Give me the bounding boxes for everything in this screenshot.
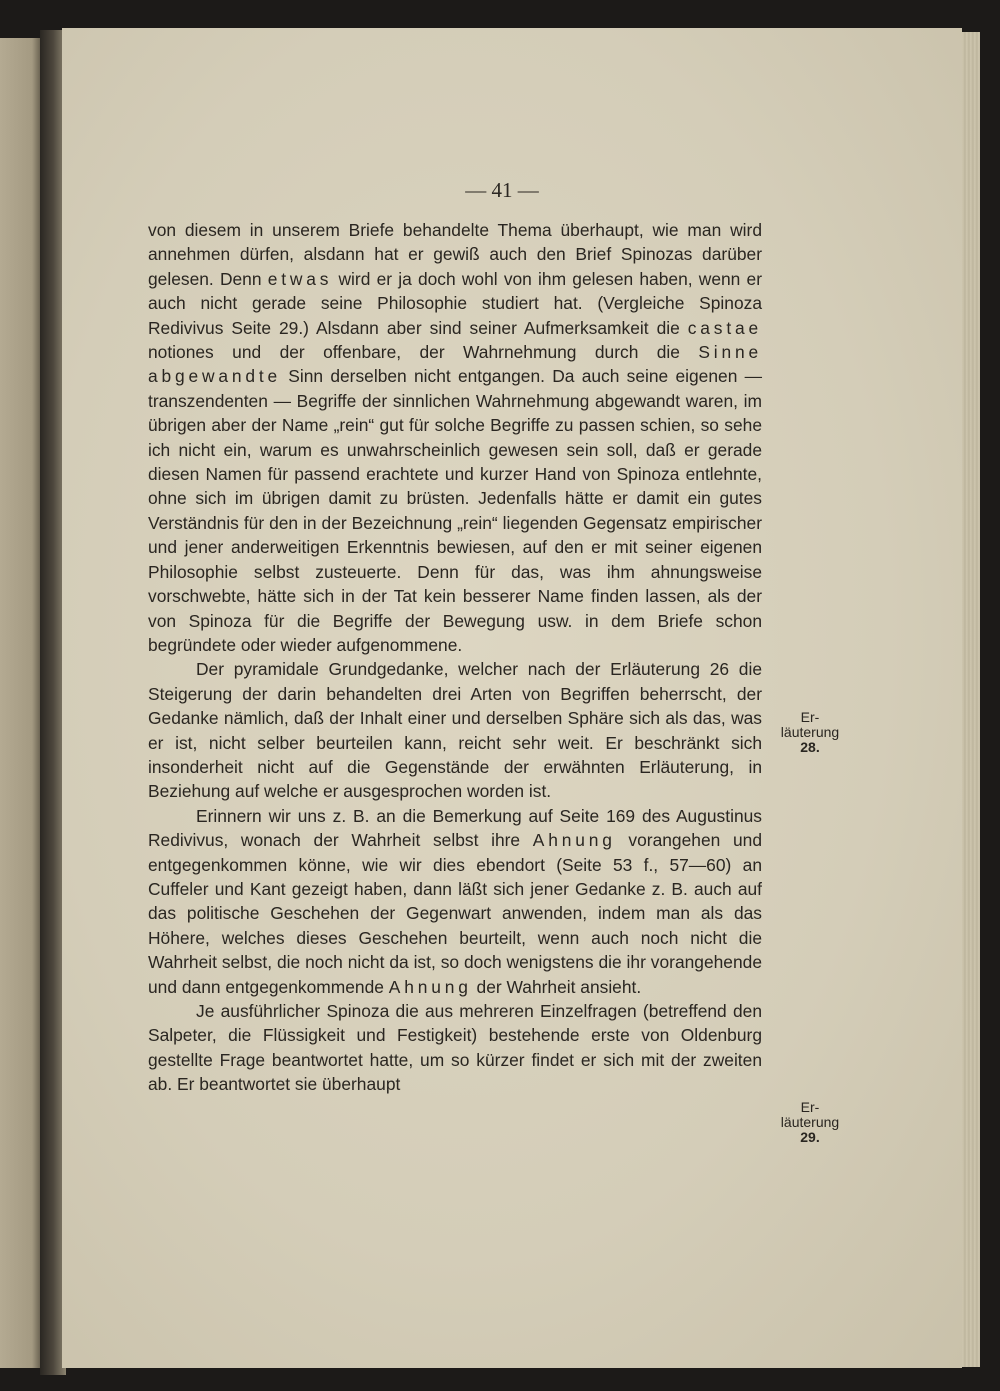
text-run: der Wahrheit ansieht.: [471, 976, 642, 997]
page-number-text: — 41 —: [465, 178, 539, 202]
paragraph: [148, 218, 762, 657]
margin-note-line: Er-: [800, 709, 820, 725]
spaced-emphasis-text: etwas: [267, 268, 333, 289]
text-run: notiones und der offenbare, der Wahrnehmung durch die: [148, 342, 699, 363]
margin-note-number: 28.: [800, 739, 820, 755]
paragraph: [148, 657, 762, 803]
page-number: [62, 178, 962, 203]
text-run: Sinn derselben nicht entgangen. Da auch seine eigenen — transzendenten — Begriffe der sinnlichen Wahrnehmung abgewandt waren, im übrigen aber der Name „rein“ gut für solche Begriffe zu passen schien, so sehe ich nicht ein, warum es unwahrscheinlich gewesen sein soll, daß er gerade diesen Namen für passend erachtete und kurzer Hand von Spinoza entlehnte, ohne sich im übrigen damit zu brüsten. Jedenfalls hätte er damit ein gutes Verständnis für den in der Bezeichnung „rein“ liegenden Gegensatz empirischer und jener anderweitigen Erkenntnis bewiesen, auf den er mit seiner eigenen Philosophie selbst zusteuerte. Denn für das, was ihm ahnungsweise vorschwebte, hätte sich in der Tat kein besserer Name finden lassen, als der von Spinoza für die Begriffe der Bewegung usw. in dem Briefe schon begründete oder wieder aufgenommene.: [148, 366, 762, 655]
text-run: Je ausführlicher Spinoza die aus mehreren Einzelfragen (betreffend den Salpeter, die Flüssigkeit und Festigkeit) bestehende erste von Oldenburg gestellte Frage beantwortet hatte, um so kürzer findet er sich mit der zweiten ab. Er beantwortet sie überhaupt: [148, 1001, 762, 1095]
text-run: wird er ja doch wohl von ihm gelesen haben, wenn er auch nicht gerade seine Philosophie studiert hat. (Vergleiche Spinoza Redivivus Seite 29.) Alsdann aber sind seiner Aufmerksamkeit die: [148, 268, 762, 338]
spaced-emphasis-text: castae: [687, 317, 762, 338]
margin-note-line: läuterung: [780, 724, 840, 740]
margin-note-number: 29.: [800, 1129, 820, 1145]
spaced-emphasis-text: Ahnung: [532, 830, 616, 851]
margin-note-erlaeuterung-28: [770, 710, 850, 755]
left-page-edge: [0, 38, 40, 1368]
paragraph: [148, 999, 762, 1097]
spaced-emphasis-text: Sinne abgewandte: [148, 342, 762, 387]
margin-note-line: läuterung: [780, 1114, 840, 1130]
body-text: [148, 218, 762, 1097]
page: [62, 28, 962, 1368]
text-run: Der pyramidale Grundgedanke, welcher nach der Erläuterung 26 die Steigerung der darin behandelten drei Arten von Begriffen beherrscht, der Gedanke nämlich, daß der Inhalt einer und derselben Sphäre sich als das, was er ist, nicht selber beurteilen kann, reicht sehr weit. Er beschränkt sich insonderheit nicht auf die Gegenstände der erwähnten Erläuterung, in Beziehung auf welche er ausgesprochen worden ist.: [148, 659, 762, 802]
text-run: Erinnern wir uns z. B. an die Bemerkung auf Seite 169 des Augustinus Redivivus, wonach der Wahrheit selbst ihre: [148, 805, 762, 851]
margin-note-line: Er-: [800, 1099, 820, 1115]
margin-note-erlaeuterung-29: [770, 1100, 850, 1145]
text-run: vorangehen und entgegenkommen könne, wie wir dies ebendort (Seite 53 f., 57—60) an Cuffeler und Kant gezeigt haben, dann läßt sich jener Gedanke z. B. auch auf das politische Geschehen der Gegenwart anwenden, indem man als das Höhere, welches dieses Geschehen beurteilt, wenn auch noch nicht die Wahrheit selbst, die noch nicht da ist, so doch wenigstens die ihr vorangehende und dann entgegenkommende: [148, 830, 762, 997]
spaced-emphasis-text: Ahnung: [388, 976, 472, 997]
text-run: von diesem in unserem Briefe behandelte Thema überhaupt, wie man wird annehmen dürfen, alsdann hat er gewiß auch den Brief Spinozas darüber gelesen. Denn: [148, 220, 762, 289]
paragraph: [148, 804, 762, 999]
